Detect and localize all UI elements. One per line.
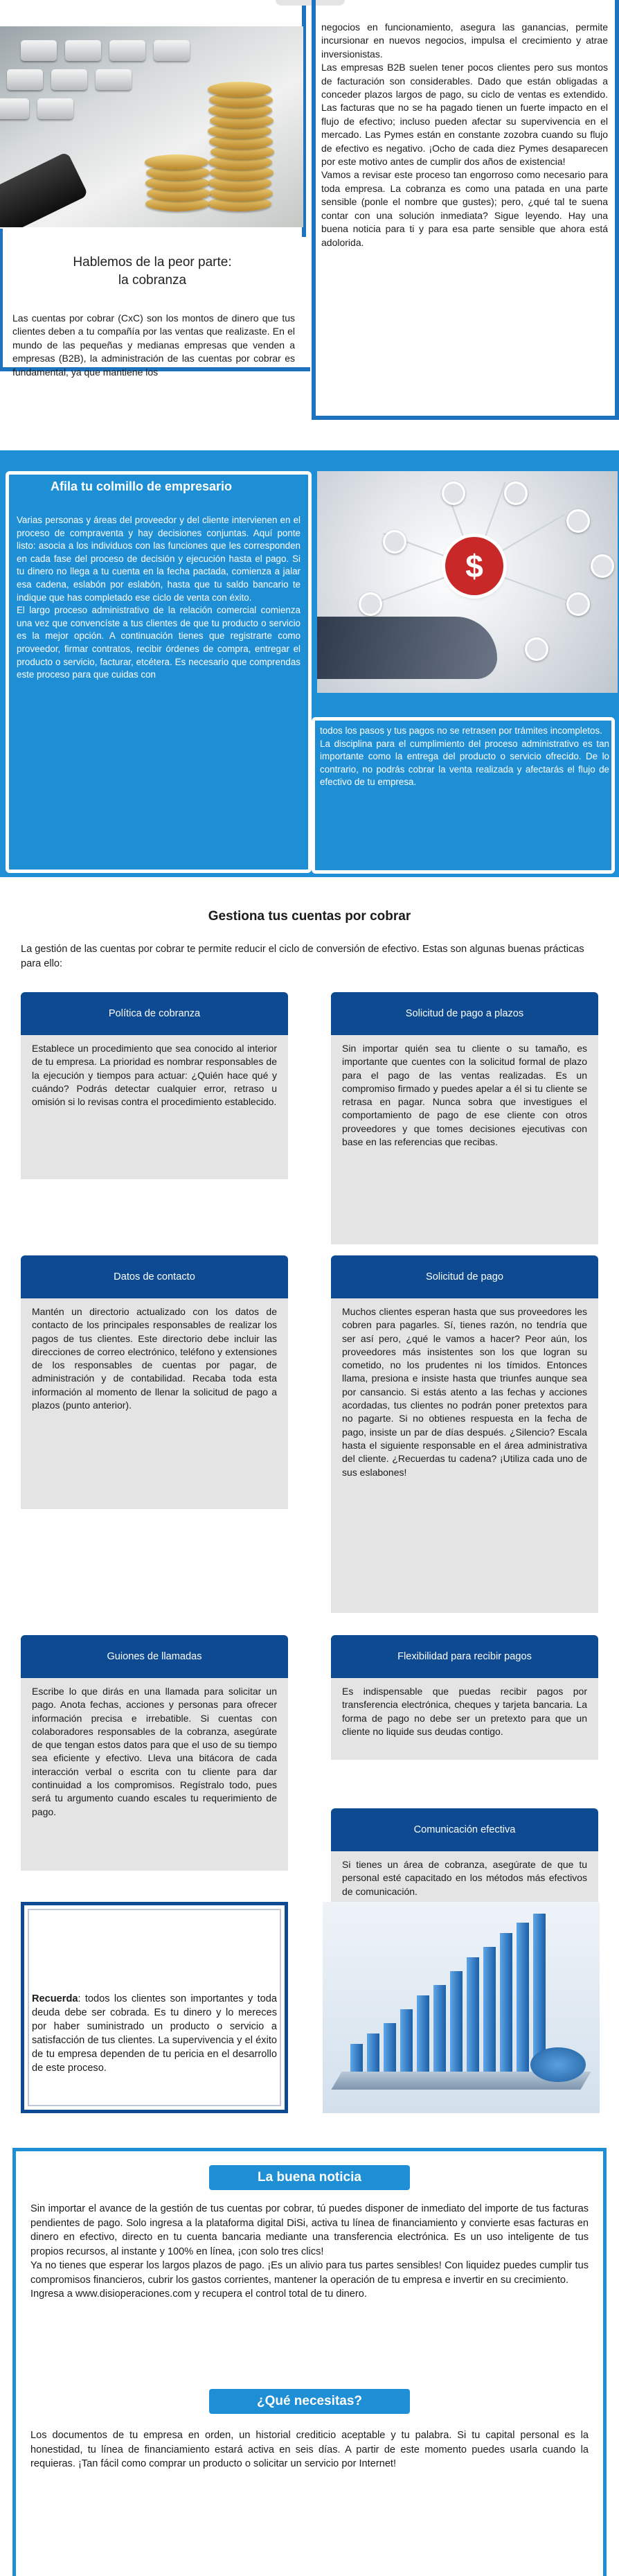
- paragraph: Ya no tienes que esperar los largos plazos de pago. ¡Es un alivio para tus partes sensibles! Con liquidez puedes cumplir tus compromisos financieros, cubrir los gastos corrientes, mantener la operación de tu empresa e invertir en su crecimiento.: [30, 2260, 589, 2286]
- card-body: Sin importar quién sea tu cliente o su tamaño, es importante que cuentes con la solicitud formal de plazo para el pago de las ventas realizadas. Es un compromiso firmado y puedes apelar a él si tu cliente se retrasa en pagar. Nunca sobra que investigues el comportamiento de pago de ese cliente con otros proveedores y que tomes decisiones ejecutivas con base en las referencias que recibas.: [342, 1043, 587, 1148]
- pie-shape: [530, 2047, 586, 2082]
- coin-icon: [208, 82, 271, 97]
- paragraph: Las cuentas por cobrar (CxC) son los montos de dinero que tus clientes deben a tu compañía por las ventas que realizaste. En el mundo de las pequeñas y medianas empresas que venden a empresas (B2B), la administración de las cuentas por cobrar es fundamental, ya que mantiene los: [12, 312, 295, 378]
- paragraph: El largo proceso administrativo de la relación comercial comienza una vez que convencíste a tus clientes de que tu producto o servicio es la mejor opción. A continuación tienes que registrarte como proveedor, firmar contratos, recibir órdenes de compra, entregar el producto o servicio, facturar, etcétera. Es necesario que comprendas este proceso para que cuidas con: [17, 605, 300, 680]
- coin-icon: [145, 155, 208, 170]
- person-icon: [442, 482, 465, 505]
- paragraph: Varias personas y áreas del proveedor y del cliente intervienen en el proceso de compraventa y hay decisiones conjuntas. Aquí ponte listo: asocia a los individuos con las funciones que les corresponden en cada fase del proceso de decisión y ejecución hasta el pago. Si tu dinero no llega a tu cuenta en la fecha pactada, comienza a jalar esa cadena, eslabón por eslabón, hasta que tu saldo bancario te indique que has completado ese ciclo de venta con éxito.: [17, 515, 300, 603]
- person-icon: [359, 592, 382, 616]
- section-heading: Afila tu colmillo de empresario: [50, 479, 233, 493]
- person-icon: [566, 509, 590, 533]
- person-icon: [591, 554, 614, 578]
- calculator-keys: [7, 69, 132, 93]
- card-title: Solicitud de pago a plazos: [331, 992, 598, 1035]
- section-pill: ¿Qué necesitas?: [209, 2389, 410, 2414]
- pen-shape: [0, 152, 89, 227]
- paragraph: Sin importar el avance de la gestión de tus cuentas por cobrar, tú puedes disponer de inmediato del importe de tus facturas pendientes de pago. Solo ingresa a la plataforma digital DiSi, activa tu línea de financiamiento y convierte esas facturas en dinero en efectivo, directo en tu cuenta bancaria mediante una transferencia electrónica. Es un uso inteligente de tus propios recursos, al instante y 100% en línea, ¡con solo tres clics!: [30, 2203, 589, 2257]
- paragraph: Las empresas B2B suelen tener pocos clientes pero sus montos de facturación son considerables. Dado que están obligadas a conceder plazos largos de pago, su ciclo de ventas es extendido. Las facturas que no se ha pagado tienen un fuerte impacto en el flujo de efectivo; incluso pueden afectar su supervivencia en el mercado. Las Pymes están en constante zozobra cuando su flujo de efectivo es negativo. ¡Ocho de cada diez Pymes desaparecen por este motivo antes de cumplir dos años de existencia!: [321, 62, 608, 168]
- paragraph: La disciplina para el cumplimiento del proceso administrativo es tan importante como la entrega del producto o servicio ofrecido. De lo contrario, no podrás cobrar la venta realizada y afectarás el flujo de efectivo de tu empresa.: [320, 738, 609, 788]
- paragraph-group: [30, 2202, 589, 2302]
- heading-line: la cobranza: [118, 273, 187, 288]
- calculator-keys: [21, 40, 190, 64]
- calculator-keys: [0, 98, 73, 122]
- person-icon: [566, 592, 590, 616]
- paragraph: Ingresa a www.disioperaciones.com y recupera el control total de tu dinero.: [30, 2288, 367, 2300]
- paragraph-group: [17, 514, 300, 682]
- card-body: Mantén un directorio actualizado con los datos de contacto de los principales responsables de realizar los pagos de tus clientes. Este directorio debe incluir las direcciones de correo electrónico, teléfono y extensiones de los responsables de cuentas por pagar, de administración y de contabilidad. Recaba toda esta información al momento de llenar la solicitud de pago a plazos (punto anterior).: [32, 1306, 277, 1411]
- card-title: Política de cobranza: [21, 992, 288, 1035]
- recuerda-body: : todos los clientes son importantes y toda deuda debe ser cobrada. Es tu dinero y lo mereces por haber suministrado un producto o servicio a satisfacción de tus clientes. La supervivencia y el éxito de tu empresa dependen de tu pericia en el desarrollo de este proceso.: [32, 1993, 277, 2074]
- section-title: Gestiona tus cuentas por cobrar: [208, 909, 411, 924]
- paragraph: Vamos a revisar este proceso tan engorroso como necesario para toda empresa. La cobranza es como una patada en una parte sensible (ponle el nombre que gustes); pero, ¿qué tal te suena contar con una solución inmediata? Sigue leyendo. Hay una buena noticia para ti y para esa parte sensible que ahora está adolorida.: [321, 169, 608, 248]
- recuerda-text: [32, 1992, 277, 2075]
- card-body: Escribe lo que dirás en una llamada para solicitar un pago. Anota fechas, acciones y personas para ofrecer información precisa e irrebatible. Si cuentas con colaboradores responsables de la cobranza, asegúrate de que tengan estos datos para que el uso de su tiempo sea eficiente y efectivo. Lleva una bitácora de cada interacción verbal o escrita con tu cliente para dar continuidad a los compromisos. Regístralo todo, pues será tu argumento cuando escales tu requerimiento de pago.: [32, 1686, 277, 1817]
- person-icon: [504, 482, 528, 505]
- paragraph: negocios en funcionamiento, asegura las ganancias, permite incursionar en nuevos negocios, impulsa el crecimiento y atrae inversionistas.: [321, 21, 608, 60]
- hand-shape: [317, 617, 497, 679]
- person-icon: [525, 637, 548, 661]
- card-body: Si tienes un área de cobranza, asegúrate de que tu personal esté capacitado en los métodos más efectivos de comunicación.: [342, 1859, 587, 1897]
- card-body: Muchos clientes esperan hasta que sus proveedores les cobren para pagarles. Sí, tienes razón, no tendría que ser así pero, ¿qué le vamos a hacer? Peor aún, los proveedores más insistentes son los que logran su cometido, no los prudentes ni los tímidos. Entonces llama, presiona e insiste hasta que triunfes aunque sea por cansancio. Si estás atento a las fechas y acciones acordadas, tus clientes no podrán poner pretextos para no pagarte. Si no obtienes respuesta en la fecha de pago, insiste un par de días después. ¿Silencio? Escala hasta el siguiente responsable en el área administrativa del cliente. ¿Recuerdas tu cadena? ¡Utiliza cada uno de sus eslabones!: [342, 1306, 587, 1478]
- paragraph: todos los pasos y tus pagos no se retrasen por trámites incompletos.: [320, 725, 602, 736]
- intro-paragraph: La gestión de las cuentas por cobrar te permite reducir el ciclo de conversión de efectivo. Estas son algunas buenas prácticas para ello:: [21, 944, 584, 969]
- card-title: Datos de contacto: [21, 1255, 288, 1298]
- paragraph: Los documentos de tu empresa en orden, un historial crediticio aceptable y tu palabra. Si tu capital personal es la honestidad, tu línea de financiamiento estará activa en seis días. A partir de este momento puedes usarla cuando la requieras. ¡Tan fácil como comprar un producto o solicitar un servicio por Internet!: [30, 2430, 589, 2469]
- recuerda-label: Recuerda: [32, 1993, 78, 2004]
- section-heading: [28, 254, 277, 290]
- card-title: Flexibilidad para recibir pagos: [331, 1635, 598, 1678]
- dollar-icon: $: [445, 537, 503, 595]
- paragraph-group: [320, 725, 609, 789]
- card-body: Es indispensable que puedas recibir pagos por transferencia electrónica, cheques y tarjeta bancaria. La forma de pago no debe ser un pretexto para que un cliente no liquide sus deudas contigo.: [342, 1686, 587, 1737]
- network-photo: [317, 471, 618, 693]
- heading-line: Hablemos de la peor parte:: [73, 255, 232, 270]
- bar-graph-photo: [323, 1902, 600, 2113]
- card-title: Guiones de llamadas: [21, 1635, 288, 1678]
- paragraph-group: [321, 21, 608, 249]
- card-body: Establece un procedimiento que sea conocido al interior de tu empresa. La prioridad es nombrar responsables de la ejecución y tiempos para actuar: ¿Quién hace qué y cuándo? Podrás detectar cualquier error, retraso u omisión si lo revisas contra el procedimiento establecido.: [32, 1043, 277, 1108]
- section-pill: La buena noticia: [209, 2165, 410, 2190]
- calculator-coins-photo: [0, 26, 303, 227]
- card-title: Solicitud de pago: [331, 1255, 598, 1298]
- person-icon: [383, 530, 406, 554]
- card-title: Comunicación efectiva: [331, 1808, 598, 1851]
